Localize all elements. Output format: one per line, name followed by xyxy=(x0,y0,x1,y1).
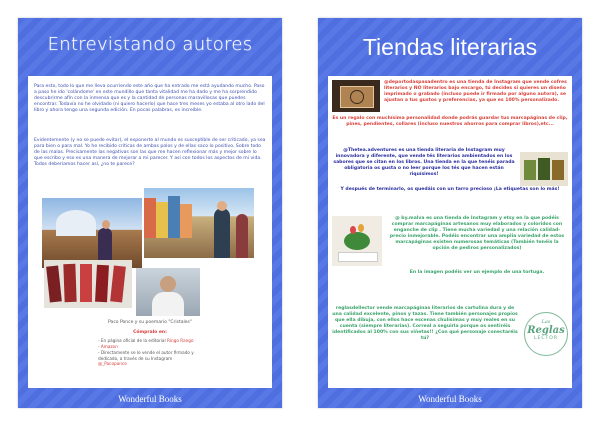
buy-item-author: - Directamente se lo vende el autor firmado y dedicado, a través de su Instagram @_Pacoponce xyxy=(98,350,194,366)
photo-caption: Paco Ponce y su poemario "Cristales" xyxy=(108,320,192,325)
right-page xyxy=(318,18,582,408)
entry-4-text: reglasdellector vende marcapáginas literarios de cartulina dura y de una calidad excelente, pinos y tazas. Tiene también personajes propios que ella dibuja, con ellos hace escenas chulísimas y muy reales en su cuenta (siempre literarias). Correal a seguirla porque os sentiréis identificados al 100% con sus viñetas!! ¿Con qué personaje conectaréis tú? xyxy=(332,306,518,341)
left-page xyxy=(18,18,282,408)
publisher-link[interactable]: Ringo Rango xyxy=(166,338,194,343)
photo-bookstore xyxy=(42,198,142,268)
photo-wooden-box xyxy=(332,80,380,112)
left-page-title: Entrevistando autores xyxy=(47,34,253,55)
instagram-link[interactable]: @_Pacoponce xyxy=(98,361,127,366)
left-page-panel xyxy=(28,76,272,388)
left-footer: Wonderful Books xyxy=(118,394,182,404)
entry-1b-text: Es un regalo con muchísima personalidad donde podrás guardar tus marcapáginas de clip, pines, pendientes, collares (incluso nuestros ahorros para comprar libros),etc... xyxy=(332,116,568,127)
photo-books xyxy=(44,260,132,308)
entry-1-text: @deportodaspasadentro es una tienda de Instagram que vende cofres literarios y NO literarios bajo encargo, tú decides si quieres un diseño imprimado o grabado (incluso puede ir firmado por alguno autora), se ajustan a tus gustos y preferencias, ya que es 100% personalizado. xyxy=(384,80,567,103)
photo-turtle-bookmark xyxy=(332,216,382,266)
amazon-link[interactable]: Amazon xyxy=(100,344,118,349)
paragraph-2: Evidentemente (y no se puede evitar), el exponerte al mundo es susceptible de ser criticado, ya sea para bien o para mal. Yo he recibido críticas de ambas polos y de ellas saco lo positivo. Sobre todo de las malas. Precisamente las negativas son las que me hacen reflexionar más y mejor sobre lo que escribo y eso es una manera de mejorar a mi parecer. Y así con todos los aspectos de mi vida. Todos deberíamos hacer así, ¿no te parece? xyxy=(34,138,266,167)
buy-item-amazon: - Amazon xyxy=(98,344,118,349)
photo-tea-jars xyxy=(520,152,568,186)
entry-2-text: @Thetea.adventures es una tienda literaria de Instagram muy innovadora y diferente, que vende tés literarios ambientados en los sabores que se citan en los libros. Una tienda en la que tenéis parada obligatoria os gusta o no leer porque los tés que hacen están riquísimos! xyxy=(333,148,515,177)
paragraph-1: Para esto, todo lo que me lleva ocurriendo este año que ha entrado me está ayudando mucho. Paso a paso he ido 'colándome' en este mundillo que tanta vitalidad me ha dado y me ha sorprendido descubrirme afín con la inmensa que es y la cantidad de personas maravillosas que puedes encontrar. Todavía no he olvidado (ni quiero hacerlo) que hace tres meses yo estaba al otro lado del libro y ahora tengo una segunda edición. En pocas palabras, es increíble. xyxy=(34,84,265,113)
buy-item-publisher: - En página oficial de la editorial Ringo Rango xyxy=(98,338,194,343)
entry-2b-text: Y después de terminarlo, os quedáis con un tarro precioso ¡La etiquetas son lo más! xyxy=(340,187,560,192)
right-footer: Wonderful Books xyxy=(418,394,482,404)
right-page-title: Tiendas literarias xyxy=(362,34,538,60)
photo-author xyxy=(136,268,200,316)
photo-street xyxy=(144,188,254,258)
reglas-lector-logo: Las Reglas LECTOR xyxy=(524,312,568,356)
buy-heading: Cómpralo en: xyxy=(133,330,167,335)
entry-3-text: @ by.malva es una tienda de Instagram y etsy en la que podéis comprar marcapáginas artesanos muy elaborados y coloridos con enganche de clip . Tiene mucha variedad y una relación calidad- precio inmejorable. Podéis encontrar una amplia variedad de estos marcapáginas existen numerosas temáticas (También tenéis la opción de pediros personalizados) xyxy=(389,216,565,251)
right-page-panel xyxy=(328,76,572,388)
entry-3b-text: En la imagen podéis ver un ejemplo de una tortuga. xyxy=(409,270,545,275)
